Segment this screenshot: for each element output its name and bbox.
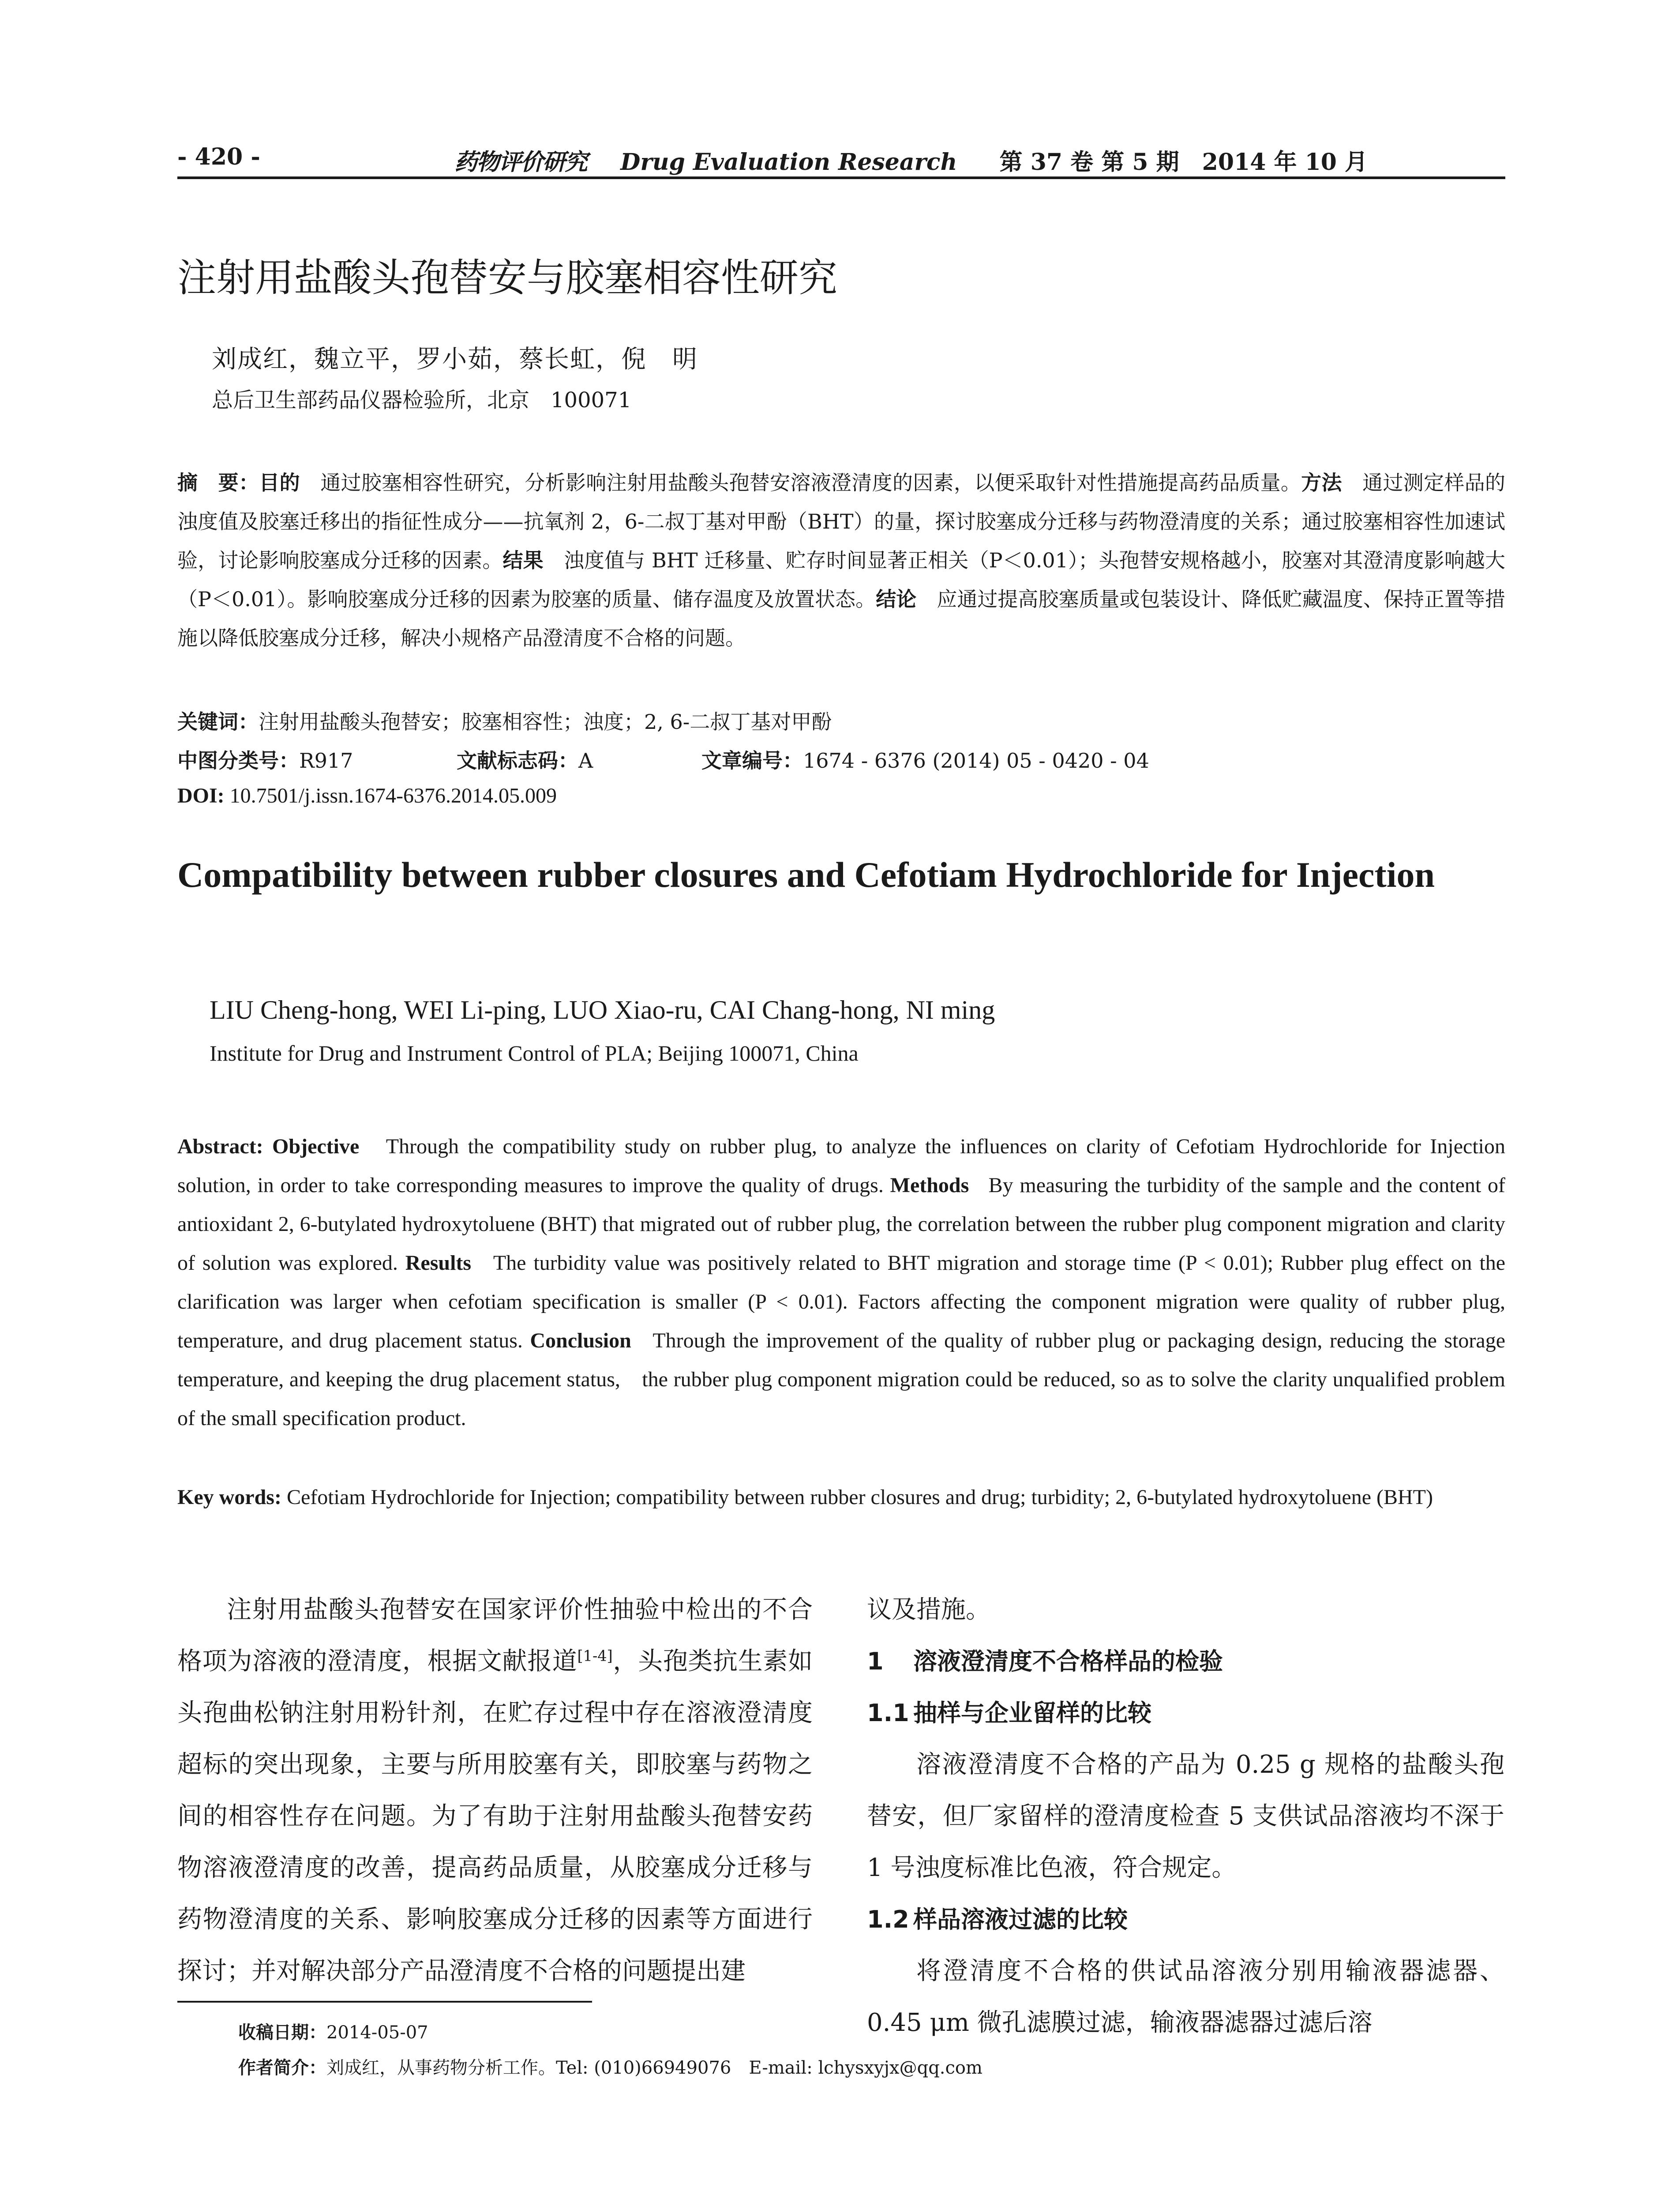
- clc-label: 中图分类号：: [177, 749, 299, 773]
- keywords-en-label: Key words:: [177, 1486, 281, 1509]
- footnote-rule: [177, 2001, 592, 2003]
- intro-text-1: 注射用盐酸头孢替安在国家评价性抽验中检出的不合格项为溶液的澄清度，根据文献报道: [177, 1595, 813, 1676]
- doi-value: 10.7501/j.issn.1674-6376.2014.05.009: [229, 784, 557, 807]
- keywords-en: [177, 1478, 1505, 1517]
- doc-code-label: 文献标志码：: [457, 749, 578, 773]
- abstract-cn-label: 摘 要：: [177, 471, 259, 495]
- article-no-label: 文章编号：: [701, 749, 803, 773]
- conclusion-en: Through the improvement of the quality of rubber plug or packaging design, reducing the storage temperature, and keeping the drug placement status, the rubber plug component migration could be reduced, so as to solve the clarity unqualified problem of the small specification product.: [177, 1329, 1505, 1430]
- article-no-line: [701, 745, 1149, 774]
- section-1-2-title: 样品溶液过滤的比较: [913, 1906, 1128, 1933]
- section-1-1-heading: [867, 1687, 1504, 1739]
- conclusion-cn: 应通过提高胶塞质量或包装设计、降低贮藏温度、保持正置等措施以降低胶塞成分迁移，解决小规格产品澄清度不合格的问题。: [177, 587, 1506, 650]
- received-value: 2014-05-07: [326, 2022, 428, 2043]
- doc-code-value: A: [578, 749, 593, 773]
- methods-cn-label: 方法: [1301, 471, 1342, 495]
- doi-line: [177, 784, 557, 808]
- section-1-1-number: 1.1: [867, 1699, 909, 1727]
- institution-cn: 总后卫生部药品仪器检验所，北京 100071: [212, 388, 632, 413]
- page-number: - 420 -: [177, 143, 260, 170]
- title-cn: 注射用盐酸头孢替安与胶塞相容性研究: [177, 255, 838, 300]
- results-cn-label: 结果: [502, 548, 544, 572]
- keywords-cn-text: 注射用盐酸头孢替安；胶塞相容性；浊度；2, 6-二叔丁基对甲酚: [259, 710, 832, 734]
- authors-en: LIU Cheng-hong, WEI Li-ping, LUO Xiao-ru, CAI Chang-hong, NI ming: [210, 995, 995, 1024]
- section-1-2-text: 将澄清度不合格的供试品溶液分别用输液器滤器、0.45 μm 微孔滤膜过滤，输液器滤器过滤后溶: [867, 1957, 1504, 2037]
- section-1-2-number: 1.2: [867, 1906, 909, 1933]
- section-1-heading: [867, 1636, 1504, 1687]
- doc-code-line: [457, 745, 593, 774]
- objective-en-label: Objective: [272, 1135, 360, 1158]
- section-1-number: 1: [867, 1647, 884, 1675]
- journal-header: [454, 143, 1368, 176]
- abstract-en: [177, 1127, 1505, 1438]
- objective-cn: 通过胶塞相容性研究，分析影响注射用盐酸头孢替安溶液澄清度的因素，以便采取针对性措施提高药品质量。: [320, 471, 1301, 495]
- objective-cn-label: 目的: [259, 471, 300, 495]
- abstract-cn: [177, 463, 1505, 657]
- journal-name-en: Drug Evaluation Research: [620, 149, 957, 176]
- keywords-cn-label: 关键词：: [177, 710, 259, 734]
- clc-value: R917: [299, 749, 353, 773]
- issue-info: 第 37 卷 第 5 期 2014 年 10 月: [999, 149, 1368, 176]
- methods-en-label: Methods: [890, 1174, 969, 1197]
- objective-en: Through the compatibility study on rubber plug, to analyze the influences on clarity of Cefotiam Hydrochloride for Injection solution, in order to take corresponding measures to improve the quality of drugs.: [177, 1135, 1506, 1197]
- classification-line: [177, 745, 353, 774]
- intro-paragraph: [177, 1584, 813, 1997]
- doi-label: DOI:: [177, 784, 225, 807]
- author-bio-label: 作者简介：: [238, 2058, 326, 2078]
- body-left-column: [177, 1584, 813, 1997]
- received-label: 收稿日期：: [238, 2022, 326, 2043]
- section-1-1-text: 溶液澄清度不合格的产品为 0.25 g 规格的盐酸头孢替安，但厂家留样的澄清度检查 5 支供试品溶液均不深于 1 号浊度标准比色液，符合规定。: [867, 1750, 1504, 1882]
- section-1-1-title: 抽样与企业留样的比较: [913, 1699, 1151, 1727]
- author-bio-text: 刘成红，从事药物分析工作。Tel: (010)66949076 E-mail: lchysxyjx@qq.com: [326, 2058, 982, 2078]
- intro-text-2: ，头孢类抗生素如头孢曲松钠注射用粉针剂，在贮存过程中存在溶液澄清度超标的突出现象，主要与所用胶塞有关，即胶塞与药物之间的相容性存在问题。为了有助于注射用盐酸头孢替安药物溶液澄清度的改善，提高药品质量，从胶塞成分迁移与药物澄清度的关系、影响胶塞成分迁移的因素等方面进行探讨；并对解决部分产品澄清度不合格的问题提出建: [177, 1647, 813, 1985]
- institution-en: Institute for Drug and Instrument Control of PLA; Beijing 100071, China: [210, 1041, 859, 1065]
- section-1-title: 溶液澄清度不合格样品的检验: [913, 1647, 1223, 1675]
- results-cn: 浊度值与 BHT 迁移量、贮存时间显著正相关（P＜0.01）；头孢替安规格越小，胶塞对其澄清度影响越大（P＜0.01）。影响胶塞成分迁移的因素为胶塞的质量、储存温度及放置状态。: [177, 548, 1506, 611]
- section-1-2-heading: [867, 1894, 1504, 1945]
- results-en-label: Results: [405, 1251, 472, 1275]
- intro-citation: [1-4]: [577, 1647, 613, 1665]
- received-date: [238, 2018, 428, 2044]
- keywords-en-text: Cefotiam Hydrochloride for Injection; compatibility between rubber closures and drug; turbidity; 2, 6-butylated hydroxytoluene (BHT): [286, 1486, 1433, 1509]
- intro-continuation: 议及措施。: [867, 1595, 990, 1624]
- keywords-cn: [177, 706, 832, 735]
- methods-cn: 通过测定样品的浊度值及胶塞迁移出的指征性成分——抗氧剂 2，6-二叔丁基对甲酚（BHT）的量，探讨胶塞成分迁移与药物澄清度的关系；通过胶塞相容性加速试验，讨论影响胶塞成分迁移的因素。: [177, 471, 1505, 572]
- abstract-en-label: Abstract:: [177, 1135, 263, 1158]
- conclusion-cn-label: 结论: [876, 587, 917, 611]
- body-right-column: [867, 1584, 1504, 2048]
- journal-logo-cn: 药物评价研究: [454, 149, 587, 176]
- author-bio: [238, 2054, 982, 2079]
- conclusion-en-label: Conclusion: [530, 1329, 631, 1352]
- article-no-value: 1674 - 6376 (2014) 05 - 0420 - 04: [803, 749, 1149, 773]
- header-rule: [177, 176, 1505, 179]
- title-en: Compatibility between rubber closures and Cefotiam Hydrochloride for Injection: [177, 855, 1435, 895]
- results-en: The turbidity value was positively related to BHT migration and storage time (P < 0.01); Rubber plug effect on the clarification was larger when cefotiam specification is smaller (P < 0.01). Factors affecting the component migration were quality of rubber plug, temperature, and drug placement status.: [177, 1251, 1506, 1352]
- methods-en: By measuring the turbidity of the sample and the content of antioxidant 2, 6-butylated hydroxytoluene (BHT) that migrated out of rubber plug, the correlation between the rubber plug component migration and clarity of solution was explored.: [177, 1174, 1506, 1275]
- authors-cn: 刘成红，魏立平，罗小茹，蔡长虹，倪 明: [212, 345, 698, 374]
